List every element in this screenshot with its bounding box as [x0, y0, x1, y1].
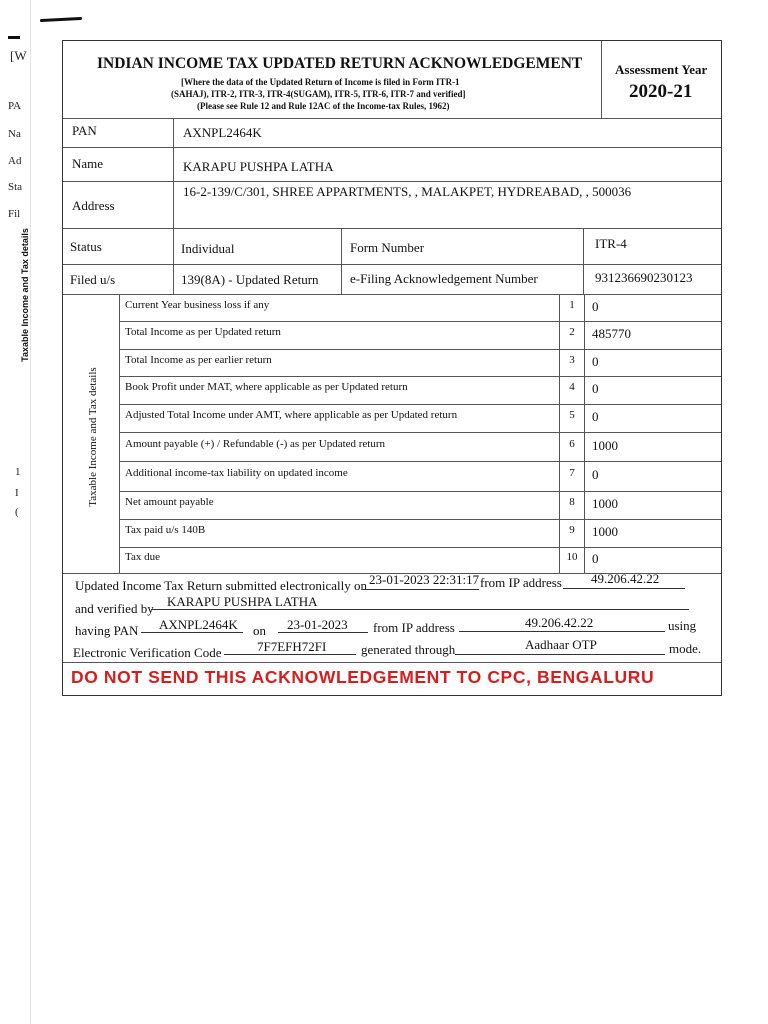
- edge-label: Sta: [8, 181, 23, 193]
- assessment-year-label: Assessment Year: [615, 62, 708, 77]
- tax-row-value: 485770: [592, 326, 631, 341]
- edge-dash: [8, 36, 20, 39]
- evc-code: 7F7EFH72FI: [257, 639, 327, 654]
- edge-label: Na: [8, 128, 21, 140]
- verify-text-6: from IP address: [373, 620, 455, 635]
- tax-row-value: 0: [592, 551, 599, 566]
- edge-mark: 1: [15, 466, 21, 478]
- verify-text-8: Electronic Verification Code: [73, 645, 222, 660]
- verify-mode: Aadhaar OTP: [525, 637, 597, 652]
- tax-row-value: 0: [592, 467, 599, 482]
- verify-text-2: from IP address: [480, 575, 562, 590]
- tax-row-number: 9: [569, 524, 575, 536]
- verify-text-7: using: [668, 618, 697, 633]
- pan-label: PAN: [72, 123, 97, 138]
- submit-ip: 49.206.42.22: [591, 571, 660, 586]
- tax-row-number: 3: [569, 354, 575, 366]
- edge-label: Fil: [8, 208, 21, 220]
- tax-row-value: 1000: [592, 438, 618, 453]
- verify-text-4: having PAN: [75, 623, 139, 638]
- edge-mark: (: [15, 506, 19, 518]
- verify-text-5: on: [253, 623, 266, 638]
- edge-label: Ad: [8, 155, 22, 167]
- tax-row-number: 7: [569, 467, 575, 479]
- tax-row-value: 0: [592, 299, 599, 314]
- tax-row-label: Adjusted Total Income under AMT, where applicable as per Updated return: [125, 409, 458, 421]
- filed-us-label: Filed u/s: [70, 272, 116, 287]
- form-subtitle-line-1: [Where the data of the Updated Return of Income is filed in Form ITR-1: [181, 77, 460, 87]
- form-number-value: ITR-4: [595, 236, 627, 251]
- tax-row-number: 5: [569, 409, 575, 421]
- filed-us-value: 139(8A) - Updated Return: [181, 272, 319, 287]
- submit-datetime: 23-01-2023 22:31:17: [369, 572, 480, 587]
- tax-row-label: Tax paid u/s 140B: [125, 524, 206, 536]
- verify-pan: AXNPL2464K: [159, 617, 238, 632]
- tax-row-label: Additional income-tax liability on updated income: [125, 467, 348, 479]
- edge-label: PA: [8, 100, 22, 112]
- ack-number-label: e-Filing Acknowledgement Number: [350, 271, 538, 286]
- tax-row-number: 2: [569, 326, 575, 338]
- tax-row-label: Tax due: [125, 551, 160, 563]
- tax-row-value: 1000: [592, 496, 618, 511]
- name-value: KARAPU PUSHPA LATHA: [183, 159, 334, 174]
- form-subtitle-line-3: (Please see Rule 12 and Rule 12AC of the Income-tax Rules, 1962): [197, 101, 450, 111]
- tax-row-number: 1: [569, 299, 575, 311]
- tax-row-label: Net amount payable: [125, 496, 214, 508]
- verify-text-1: Updated Income Tax Return submitted electronically on: [75, 578, 367, 593]
- tax-row-label: Total Income as per earlier return: [125, 354, 272, 366]
- verifier-name: KARAPU PUSHPA LATHA: [167, 594, 318, 609]
- edge-side-text: Taxable Income and Tax details: [20, 228, 30, 362]
- tax-row-label: Total Income as per Updated return: [125, 326, 281, 338]
- edge-pen-mark: [40, 17, 82, 22]
- verify-ip: 49.206.42.22: [525, 615, 594, 630]
- tax-row-label: Current Year business loss if any: [125, 299, 270, 311]
- tax-row-label: Book Profit under MAT, where applicable as per Updated return: [125, 381, 408, 393]
- acknowledgement-form: [62, 40, 722, 696]
- tax-row-label: Amount payable (+) / Refundable (-) as per Updated return: [125, 438, 386, 450]
- address-label: Address: [72, 198, 115, 213]
- tax-row-number: 6: [569, 438, 575, 450]
- verify-text-3: and verified by: [75, 601, 154, 616]
- verify-date: 23-01-2023: [287, 617, 348, 632]
- edge-paper-line: [30, 0, 31, 1024]
- status-value: Individual: [181, 241, 235, 256]
- address-value: 16-2-139/C/301, SHREE APPARTMENTS, , MALAKPET, HYDREABAD, , 500036: [183, 184, 632, 199]
- edge-bracket: [W: [10, 48, 27, 63]
- verify-text-10: mode.: [669, 641, 702, 656]
- ack-number-value: 931236690230123: [595, 270, 693, 285]
- tax-row-value: 0: [592, 354, 599, 369]
- form-title: INDIAN INCOME TAX UPDATED RETURN ACKNOWLEDGEMENT: [97, 55, 583, 72]
- form-subtitle-line-2: (SAHAJ), ITR-2, ITR-3, ITR-4(SUGAM), ITR-5, ITR-6, ITR-7 and verified]: [171, 89, 466, 99]
- name-label: Name: [72, 156, 104, 171]
- verify-text-9: generated through: [361, 642, 456, 657]
- tax-row-value: 0: [592, 409, 599, 424]
- tax-side-label: Taxable Income and Tax details: [87, 367, 99, 507]
- tax-row-value: 0: [592, 381, 599, 396]
- assessment-year-value: 2020-21: [629, 81, 693, 102]
- status-label: Status: [70, 239, 102, 254]
- tax-row-number: 10: [566, 551, 578, 563]
- tax-row-number: 8: [569, 496, 575, 508]
- edge-mark: I: [15, 487, 19, 499]
- tax-row-value: 1000: [592, 524, 618, 539]
- pan-value: AXNPL2464K: [183, 125, 262, 140]
- do-not-send-warning: DO NOT SEND THIS ACKNOWLEDGEMENT TO CPC, BENGALURU: [71, 667, 655, 687]
- tax-row-number: 4: [569, 381, 575, 393]
- form-number-label: Form Number: [350, 240, 425, 255]
